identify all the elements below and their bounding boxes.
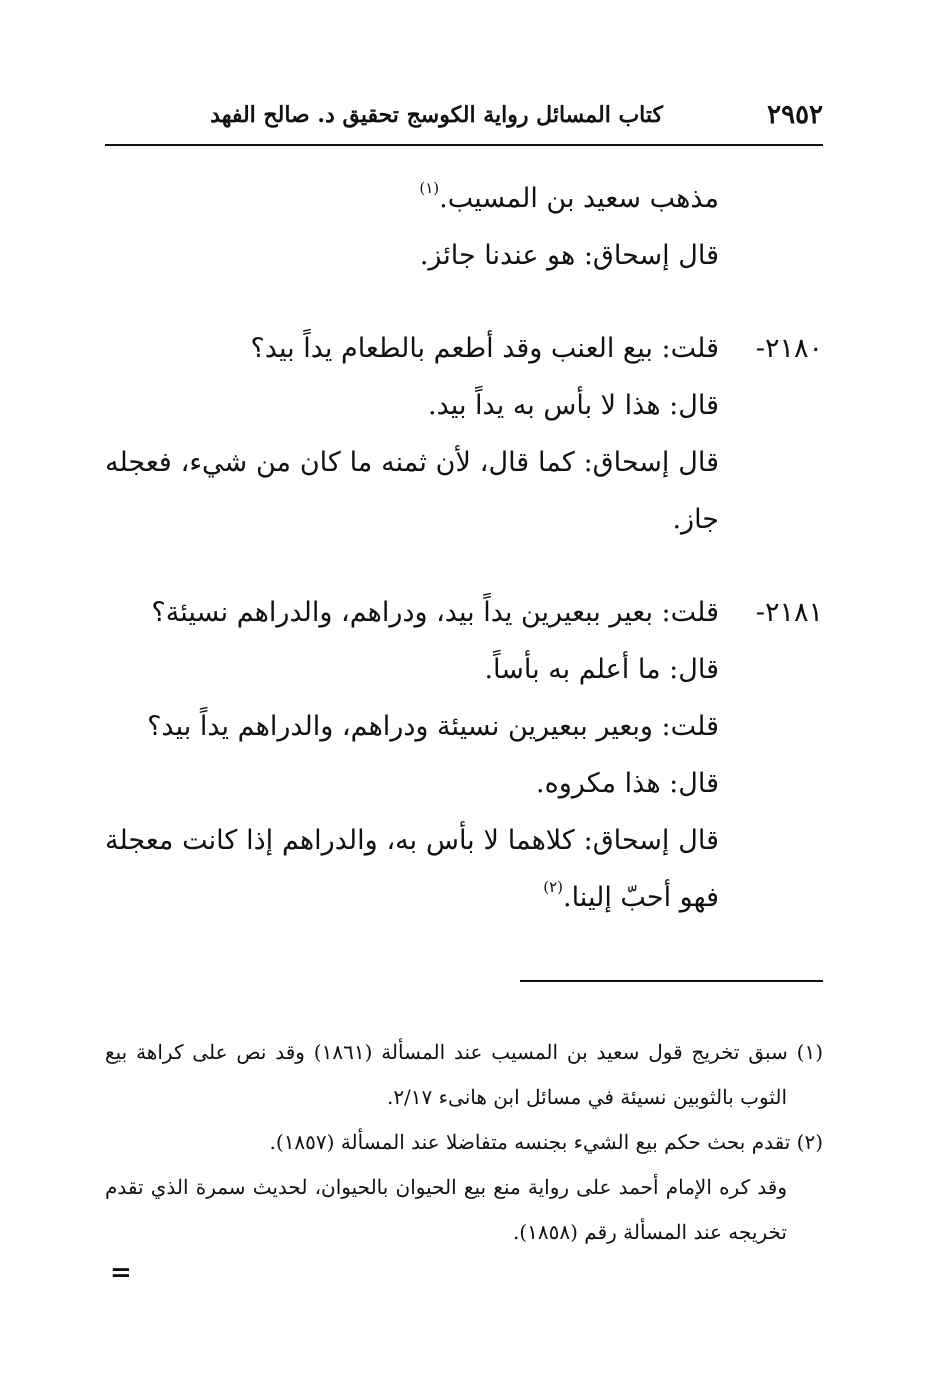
footnote-line [105, 1165, 823, 1210]
text-line: قال إسحاق: هو عندنا جائز. [419, 240, 719, 271]
text-line-content: مذهب سعيد بن المسيب. [439, 183, 719, 214]
text-line: قلت: وبعير ببعيرين نسيئة ودراهم، والدراهم يداً بيد؟ [147, 711, 719, 742]
page-number: ٢٩٥٢ [767, 100, 823, 130]
text-line-justified: قال إسحاق: كلاهما لا بأس به، والدراهم إذا كانت معجلة [105, 825, 719, 856]
footnote-separator [520, 980, 823, 982]
text-line-content: فهو أحبّ إلينا. [562, 882, 719, 913]
header-rule [105, 144, 823, 146]
text-line [105, 170, 823, 227]
text-line [105, 434, 823, 491]
text-line [105, 869, 823, 926]
footnotes [105, 1030, 823, 1255]
question-2180 [105, 320, 823, 377]
footnote-2-line-1: (٢) تقدم بحث حكم بيع الشيء بجنسه متفاضلا عند المسألة (١٨٥٧). [269, 1130, 823, 1154]
footnote-ref-2: (٢) [543, 878, 563, 896]
footnote-2-line-3: تخريجه عند المسألة رقم (١٨٥٨). [512, 1220, 787, 1244]
section-gap [105, 548, 823, 584]
footnote-2-line-2: وقد كره الإمام أحمد على رواية منع بيع الحيوان بالحيوان، لحديث سمرة الذي تقدم [105, 1175, 787, 1199]
question-text: قلت: بيع العنب وقد أطعم بالطعام يداً بيد؟ [250, 333, 719, 364]
question-number: ٢١٨٠- [755, 333, 823, 364]
text-line: جاز. [672, 504, 719, 535]
body-text [105, 170, 823, 926]
footnote-1-line-1: (١) سبق تخريج قول سعيد بن المسيب عند المسألة (١٨٦١) وقد نص على كراهة بيع [105, 1040, 823, 1064]
section-gap [105, 284, 823, 320]
text-line: قال: هذا لا بأس به يداً بيد. [428, 390, 719, 421]
question-number: ٢١٨١- [755, 597, 823, 628]
text-line [105, 812, 823, 869]
running-title: كتاب المسائل رواية الكوسج تحقيق د. صالح الفهد [210, 102, 663, 128]
footnote-line [105, 1030, 823, 1075]
question-text: قلت: بعير ببعيرين يداً بيد، ودراهم، والدراهم نسيئة؟ [151, 597, 719, 628]
continuation-mark: = [110, 1258, 132, 1288]
page-header [105, 98, 823, 140]
footnote-1-line-2: الثوب بالثوبين نسيئة في مسائل ابن هانىء ٢/١٧. [386, 1085, 787, 1109]
text-line: قال: هذا مكروه. [536, 768, 719, 799]
text-line: قال: ما أعلم به بأساً. [484, 654, 719, 685]
text-line-justified: قال إسحاق: كما قال، لأن ثمنه ما كان من شيء، فعجله [105, 447, 719, 478]
question-2181 [105, 584, 823, 641]
footnote-ref-1: (١) [419, 179, 440, 197]
